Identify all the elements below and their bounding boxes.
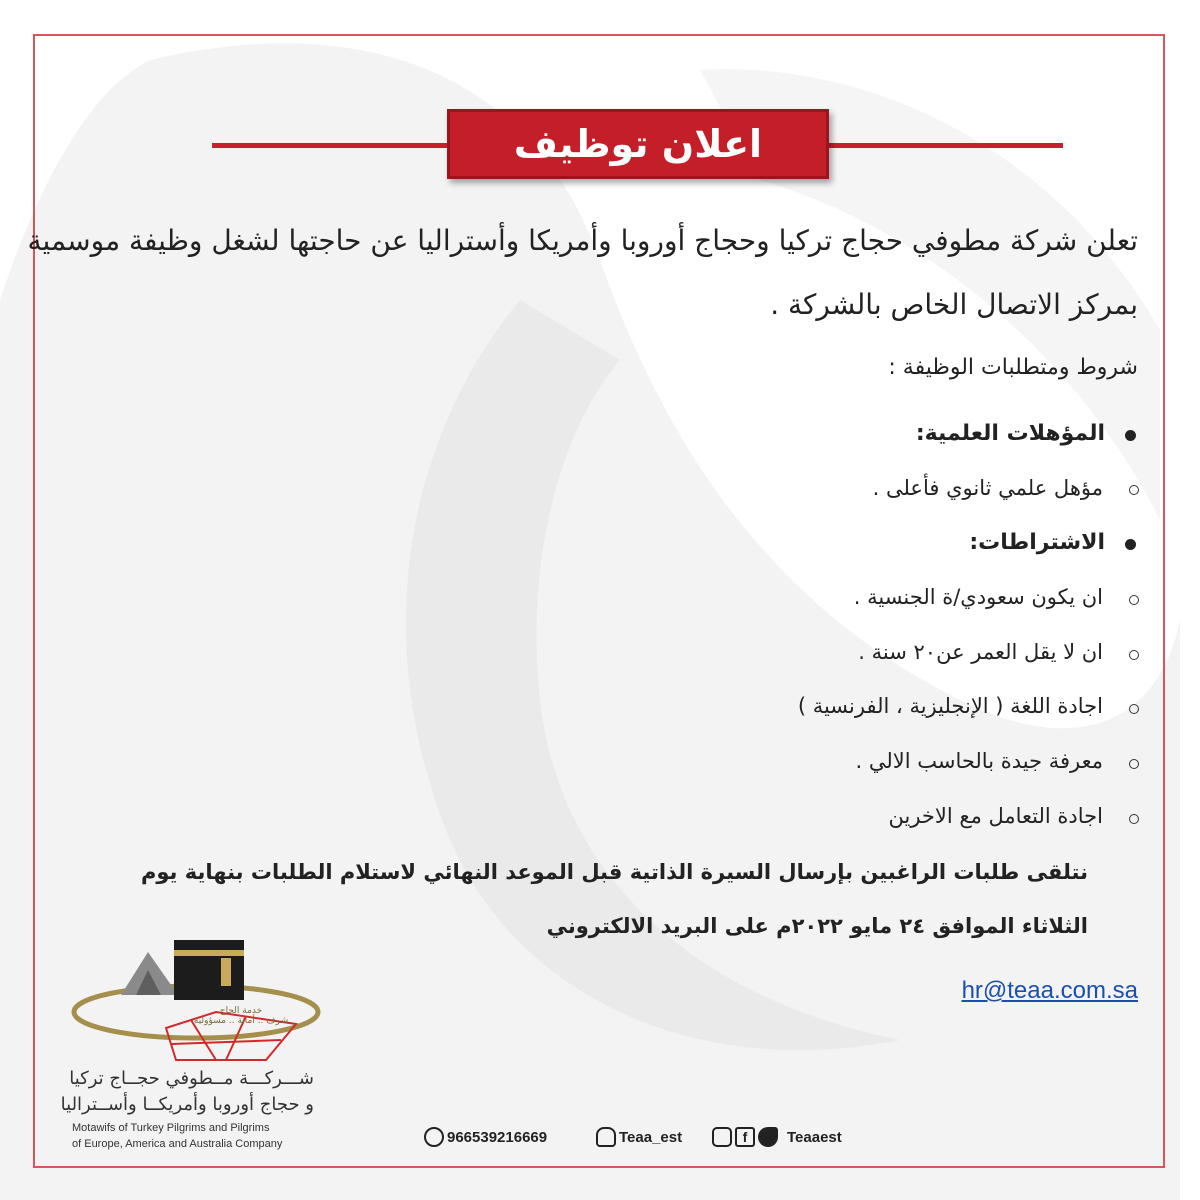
note-line-1: نتلقى طلبات الراغبين بإرسال السيرة الذاتية قبل الموعد النهائي لاستلام الطلبات بنهاية يوم — [140, 860, 1088, 884]
whatsapp-number: 966539216669 — [447, 1128, 548, 1146]
bullet-dot — [1125, 430, 1136, 441]
snapchat-handle: Teaa_est — [619, 1128, 683, 1146]
social-handle: Teaaest — [787, 1128, 842, 1146]
company-name-ar-2: و حجاج أوروبا وأمريكــا وأســتراليا — [60, 1094, 314, 1115]
kaaba-icon — [174, 940, 244, 1000]
social-handle-group[interactable] — [712, 1124, 842, 1150]
condition-item-languages: اجادة اللغة ( الإنجليزية ، الفرنسية ) — [797, 694, 1103, 718]
intro-line-2: بمركز الاتصال الخاص بالشركة . — [770, 288, 1138, 321]
title-rule-left — [212, 143, 448, 148]
requirements-heading: شروط ومتطلبات الوظيفة : — [888, 355, 1138, 380]
twitter-icon — [758, 1127, 778, 1147]
company-name-en-2: of Europe, America and Australia Company — [72, 1138, 283, 1150]
title-banner — [447, 109, 829, 179]
logo-badge-line-1: خدمة الحاج — [219, 1006, 263, 1016]
sub-bullet-circle — [1129, 704, 1139, 714]
condition-item-age: ان لا يقل العمر عن٢٠ سنة . — [858, 640, 1103, 664]
note-line-2: الثلاثاء الموافق ٢٤ مايو ٢٠٢٢م على البريد الالكتروني — [546, 914, 1088, 938]
qualification-item: مؤهل علمي ثانوي فأعلى . — [872, 476, 1103, 500]
logo-badge-line-2: شرف .. أمانة .. مسؤولية — [193, 1016, 289, 1026]
conditions-heading: الاشتراطات: — [969, 530, 1105, 555]
banner-title: اعلان توظيف — [513, 122, 763, 166]
instagram-icon — [712, 1127, 732, 1147]
logo-badge-text — [186, 1006, 296, 1026]
bullet-dot — [1125, 539, 1136, 550]
company-name-en-1: Motawifs of Turkey Pilgrims and Pilgrims — [72, 1122, 270, 1134]
sub-bullet-circle — [1129, 485, 1139, 495]
intro-line-1: تعلن شركة مطوفي حجاج تركيا وحجاج أوروبا وأمريكا وأستراليا عن حاجتها لشغل وظيفة موسمية — [27, 224, 1138, 257]
qualifications-heading: المؤهلات العلمية: — [915, 421, 1105, 446]
condition-item-computer: معرفة جيدة بالحاسب الالي . — [855, 749, 1103, 773]
whatsapp-icon — [424, 1127, 444, 1147]
whatsapp-contact[interactable] — [424, 1124, 547, 1150]
condition-item-communication: اجادة التعامل مع الاخرين — [888, 804, 1103, 828]
sub-bullet-circle — [1129, 650, 1139, 660]
title-rule-right — [826, 143, 1063, 148]
sub-bullet-circle — [1129, 814, 1139, 824]
facebook-icon: f — [735, 1127, 755, 1147]
company-logo — [66, 920, 336, 1080]
email-link[interactable]: hr@teaa.com.sa — [961, 977, 1138, 1004]
condition-item-nationality: ان يكون سعودي/ة الجنسية . — [853, 585, 1103, 609]
sub-bullet-circle — [1129, 595, 1139, 605]
company-name-ar-1: شـــركـــة مــطوفي حجــاج تركيا — [69, 1068, 314, 1089]
snapchat-icon — [596, 1127, 616, 1147]
snapchat-contact[interactable] — [596, 1124, 682, 1150]
sub-bullet-circle — [1129, 759, 1139, 769]
